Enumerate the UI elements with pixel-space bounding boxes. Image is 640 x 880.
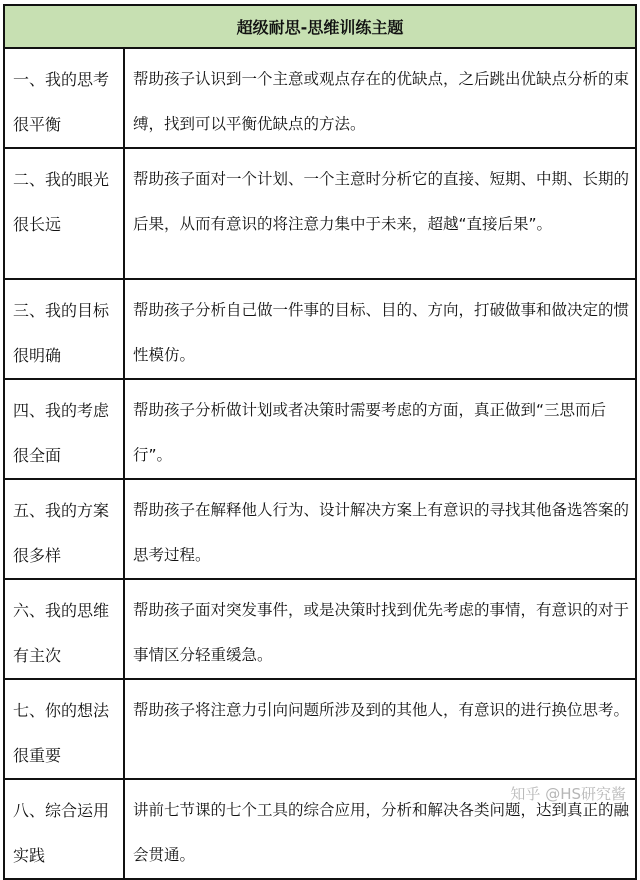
table-row: [4, 379, 636, 479]
topic-cell: [4, 379, 124, 479]
description-text: 帮助孩子将注意力引向问题所涉及到的其他人，有意识的进行换位思考。: [133, 701, 630, 719]
table-header-row: [4, 5, 636, 48]
description-text: 讲前七节课的七个工具的综合应用，分析和解决各类问题，达到真正的融会贯通。: [133, 801, 630, 864]
table-row: [4, 279, 636, 379]
topic-cell: [4, 148, 124, 279]
topic-cell: [4, 579, 124, 679]
topic-cell: [4, 679, 124, 779]
table-row: [4, 479, 636, 579]
training-topics-table-wrapper: [3, 4, 635, 880]
source-watermark: 知乎 @HS研究酱: [510, 785, 626, 803]
topic-cell: [4, 779, 124, 879]
topic-text: 六、我的思维有主次: [13, 601, 110, 665]
description-cell: [124, 479, 636, 579]
description-text: 帮助孩子分析自己做一件事的目标、目的、方向，打破做事和做决定的惯性模仿。: [133, 301, 630, 364]
topic-text: 七、你的想法很重要: [13, 701, 110, 765]
description-cell: [124, 148, 636, 279]
topic-text: 三、我的目标很明确: [13, 301, 110, 365]
topic-text: 四、我的考虑很全面: [13, 401, 110, 465]
table-title: 超级耐思-思维训练主题: [4, 5, 636, 48]
training-topics-table: [3, 4, 637, 880]
description-text: 帮助孩子面对一个计划、一个主意时分析它的直接、短期、中期、长期的后果，从而有意识的将注意力集中于未来，超越“直接后果”。: [133, 170, 630, 233]
description-cell: [124, 279, 636, 379]
topic-cell: [4, 279, 124, 379]
topic-cell: [4, 48, 124, 148]
topic-text: 五、我的方案很多样: [13, 501, 110, 565]
description-cell: [124, 579, 636, 679]
topic-text: 八、综合运用实践: [13, 801, 110, 865]
description-text: 帮助孩子分析做计划或者决策时需要考虑的方面，真正做到“三思而后行”。: [133, 401, 607, 464]
table-row: [4, 679, 636, 779]
table-row: [4, 48, 636, 148]
table-row: [4, 579, 636, 679]
description-text: 帮助孩子认识到一个主意或观点存在的优缺点，之后跳出优缺点分析的束缚，找到可以平衡优缺点的方法。: [133, 70, 630, 133]
description-cell: [124, 48, 636, 148]
description-cell: [124, 379, 636, 479]
topic-text: 二、我的眼光很长远: [13, 170, 110, 234]
topic-text: 一、我的思考很平衡: [13, 70, 110, 134]
table-row: [4, 148, 636, 279]
topic-cell: [4, 479, 124, 579]
description-text: 帮助孩子面对突发事件，或是决策时找到优先考虑的事情，有意识的对于事情区分轻重缓急。: [133, 601, 630, 664]
description-cell: [124, 679, 636, 779]
description-text: 帮助孩子在解释他人行为、设计解决方案上有意识的寻找其他备选答案的思考过程。: [133, 501, 630, 564]
